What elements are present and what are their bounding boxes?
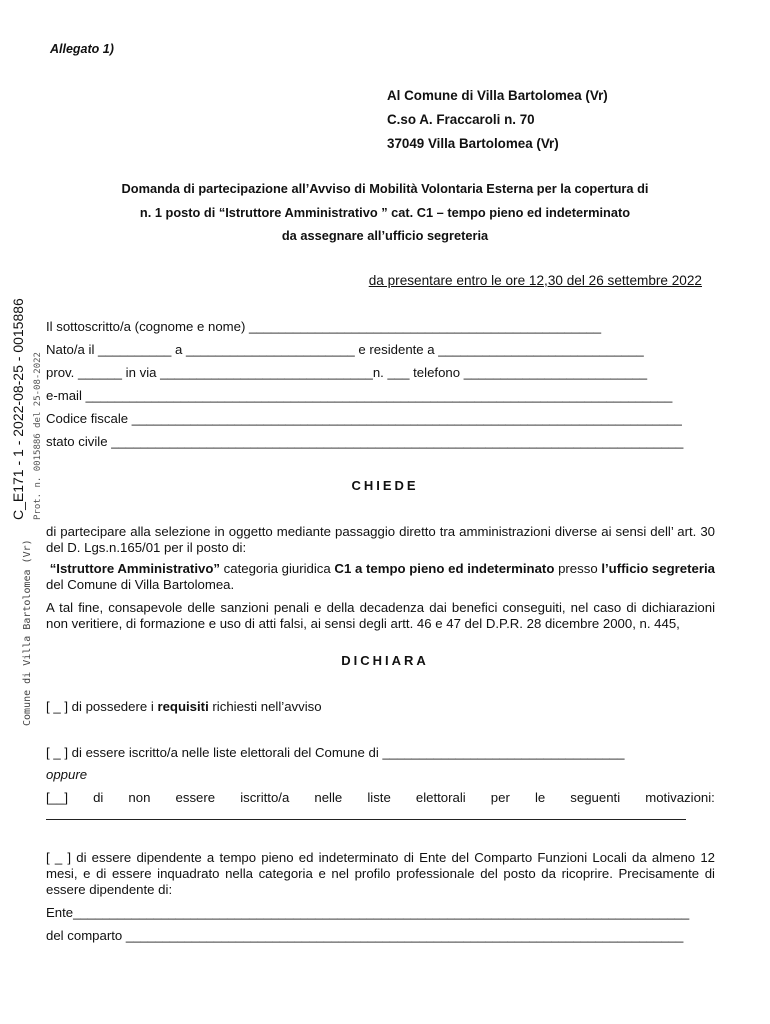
dipendente-paragraph[interactable]: [ _ ] di essere dipendente a tempo pieno ed indeterminato di Ente del Comparto Funzioni Locali da almeno 12 mesi, e di essere inquadrato nella categoria e nel profilo professionale del posto da ricoprire. Precisamente di essere dipendente di: [46, 850, 715, 897]
non-iscritto-word: seguenti [570, 790, 621, 805]
protocol-number-stamp: Prot. n. 0015886 del 25-08-2022 [33, 352, 43, 520]
non-iscritto-checkbox[interactable] [46, 790, 715, 805]
requisiti-bold: requisiti [157, 699, 209, 714]
oppure-label: oppure [46, 767, 88, 782]
chiede-paragraph: di partecipare alla selezione in oggetto mediante passaggio diretto tra amministrazioni diverse ai sensi dell’ art. 30 del D. Lgs.n.165/01 per il posto di: [46, 524, 715, 555]
dichiara-heading: DICHIARA [341, 653, 429, 668]
comune-stamp: Comune di Villa Bartolomea (Vr) [22, 539, 33, 726]
allegato-label: Allegato 1) [50, 42, 114, 56]
posto-category: C1 a tempo pieno ed indeterminato [334, 561, 555, 576]
non-iscritto-word: di [93, 790, 104, 805]
posto-text-2: presso [554, 561, 602, 576]
comparto-field[interactable]: del comparto ____________________________________________________________________________ [46, 928, 684, 943]
requisiti-pre: [ _ ] di possedere i [46, 699, 158, 714]
fiscal-code-field[interactable]: Codice fiscale ___________________________________________________________________________ [46, 411, 682, 426]
non-iscritto-word: non [128, 790, 151, 805]
posto-office: l’ufficio segreteria [601, 561, 715, 576]
posto-paragraph [46, 561, 715, 593]
title-line-3: da assegnare all’ufficio segreteria [281, 228, 489, 243]
address-line-3: 37049 Villa Bartolomea (Vr) [387, 136, 559, 151]
non-iscritto-word: le [534, 790, 546, 805]
liste-elettorali-checkbox[interactable]: [ _ ] di essere iscritto/a nelle liste elettorali del Comune di _________________________________ [46, 745, 625, 760]
motivazioni-line[interactable] [46, 819, 686, 820]
non-iscritto-word: [__] [46, 790, 68, 805]
non-iscritto-word: essere [175, 790, 216, 805]
posto-role: “Istruttore Amministrativo” [49, 561, 220, 576]
email-field[interactable]: e-mail ________________________________________________________________________________ [46, 388, 673, 403]
protocol-stamp: C_E171 - 1 - 2022-08-25 - 0015886 [10, 298, 26, 520]
civil-status-field[interactable]: stato civile ______________________________________________________________________________ [46, 434, 684, 449]
requisiti-post: richiesti nell’avviso [208, 699, 322, 714]
non-iscritto-word: iscritto/a [240, 790, 290, 805]
non-iscritto-word: elettorali [415, 790, 466, 805]
non-iscritto-word: motivazioni: [645, 790, 715, 805]
address-line-2: C.so A. Fraccaroli n. 70 [387, 112, 535, 127]
address-line-1: Al Comune di Villa Bartolomea (Vr) [387, 88, 608, 103]
posto-text-3: del Comune di Villa Bartolomea. [46, 577, 235, 592]
deadline: da presentare entro le ore 12,30 del 26 settembre 2022 [368, 273, 702, 288]
title-line-1: Domanda di partecipazione all’Avviso di Mobilità Volontaria Esterna per la copertura di [121, 181, 649, 196]
name-field[interactable]: Il sottoscritto/a (cognome e nome) ________________________________________________ [46, 319, 602, 334]
requisiti-checkbox[interactable] [46, 699, 322, 714]
non-iscritto-word: nelle [314, 790, 343, 805]
non-iscritto-word: liste [367, 790, 391, 805]
title-line-2: n. 1 posto di “Istruttore Amministrativo ” cat. C1 – tempo pieno ed indeterminato [139, 205, 631, 220]
non-iscritto-word: per [490, 790, 510, 805]
posto-text-1: categoria giuridica [219, 561, 335, 576]
ente-field[interactable]: Ente____________________________________________________________________________________ [46, 905, 690, 920]
chiede-heading: CHIEDE [351, 478, 419, 493]
birth-residence-field[interactable]: Nato/a il __________ a _______________________ e residente a ____________________________ [46, 342, 644, 357]
address-phone-field[interactable]: prov. ______ in via _____________________________n. ___ telefono _________________________ [46, 365, 648, 380]
atal-paragraph: A tal fine, consapevole delle sanzioni penali e della decadenza dai benefici conseguiti, nel caso di dichiarazioni non veritiere, di formazione e uso di atti falsi, ai sensi degli artt. 46 e 47 del D.P.R. 28 dicembre 2000, n. 445, [46, 600, 715, 631]
